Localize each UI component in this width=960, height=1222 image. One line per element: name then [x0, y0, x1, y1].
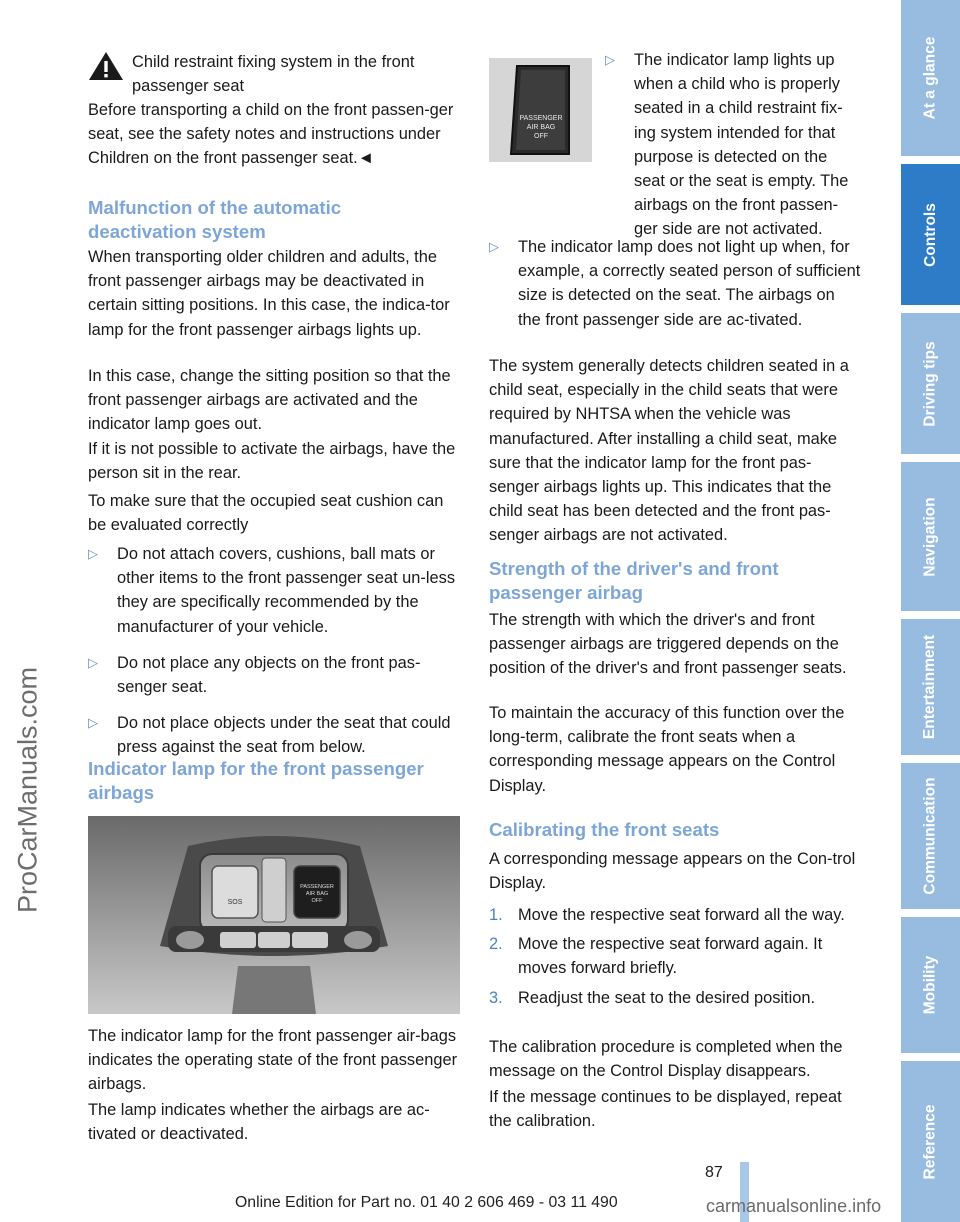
- tab-driving-tips[interactable]: Driving tips: [901, 313, 960, 454]
- page-number: 87: [705, 1164, 723, 1181]
- indicator-paragraph-1: The indicator lamp for the front passenger air-bags indicates the operating state of the front passenger airbags.: [88, 1027, 458, 1094]
- step-number: 2.: [489, 935, 503, 954]
- malfunction-paragraph-4: To make sure that the occupied seat cushion can be evaluated correctly: [88, 492, 444, 535]
- warning-note: [88, 50, 462, 98]
- detection-paragraph: The system generally detects children seated in a child seat, especially in the child seats that were required by NHTSA when the vehicle was manufactured. After installing a child seat, make sure that the indicator lamp for the front pas-senger airbags lights up. This indicates that the child seat has been detected and the front pas-senger airbags are not activated.: [489, 357, 849, 545]
- lamp-label-line-3: OFF: [534, 133, 548, 140]
- bullet-triangle-icon: ▷: [88, 654, 98, 670]
- list-item: 1. Move the respective seat forward all the way.: [489, 903, 861, 927]
- bullet-triangle-icon: ▷: [88, 715, 98, 731]
- heading-calibrating: Calibrating the front seats: [489, 819, 720, 840]
- tab-reference[interactable]: Reference: [901, 1061, 960, 1222]
- warning-text: Child restraint fixing system in the front passenger seat: [132, 53, 415, 96]
- strength-paragraph-2: To maintain the accuracy of this function over the long-term, calibrate the front seats when a corresponding message appears on the Control Display.: [489, 704, 845, 795]
- tab-mobility[interactable]: Mobility: [901, 917, 960, 1053]
- calibration-complete-paragraph: The calibration procedure is completed when the message on the Control Display disappears.: [489, 1038, 843, 1081]
- calibration-repeat-paragraph: If the message continues to be displayed, repeat the calibration.: [489, 1088, 842, 1131]
- list-item: ▷ The indicator lamp does not light up when, for example, a correctly seated person of sufficient size is detected on the seat. The airbags on the front passenger side are ac-tivated.: [489, 235, 861, 332]
- passenger-airbag-off-lamp-image: [489, 58, 592, 162]
- bullet-triangle-icon: ▷: [605, 52, 615, 67]
- bottom-watermark: carmanualsonline.info: [706, 1196, 882, 1216]
- lamp-label-line-2: AIR BAG: [526, 124, 556, 131]
- malfunction-paragraph-3: If it is not possible to activate the airbags, have the person sit in the rear.: [88, 440, 456, 483]
- bullet-triangle-icon: ▷: [489, 239, 499, 254]
- malfunction-paragraph-2: In this case, change the sitting position so that the front passenger airbags are activated and the indicator lamp goes out.: [88, 367, 451, 434]
- sos-label: SOS: [227, 899, 243, 906]
- malfunction-paragraph-1: When transporting older children and adults, the front passenger airbags may be deactivated in certain sitting positions. In this case, the indica-tor lamp for the front passenger airbags lights up.: [88, 248, 450, 339]
- lamp-label-line-1: PASSENGER: [519, 115, 563, 122]
- indicator-paragraph-2: The lamp indicates whether the airbags are ac-tivated or deactivated.: [88, 1101, 430, 1144]
- console-lamp-line-1: PASSENGER: [300, 884, 334, 890]
- tab-communication[interactable]: Communication: [901, 763, 960, 909]
- bullet-triangle-icon: ▷: [88, 546, 98, 561]
- step-number: 3.: [489, 988, 503, 1007]
- heading-malfunction: Malfunction of the automatic deactivation system: [88, 197, 342, 242]
- seat-cushion-list: [88, 542, 462, 760]
- list-item: ▷ Do not place objects under the seat that could press against the seat from below.: [88, 711, 462, 759]
- tab-at-a-glance[interactable]: At a glance: [901, 0, 960, 156]
- side-watermark: [0, 0, 56, 1222]
- list-item: ▷ Do not attach covers, cushions, ball mats or other items to the front passenger seat un-less they are specifically recommended by the manufacturer of your vehicle.: [88, 542, 462, 639]
- tab-controls[interactable]: Controls: [901, 164, 960, 305]
- chapter-tabs: [901, 0, 960, 1222]
- step-number: 1.: [489, 906, 503, 924]
- list-item: 3. Readjust the seat to the desired position.: [489, 986, 861, 1010]
- side-watermark-text: ProCarManuals.com: [12, 666, 43, 914]
- heading-indicator-lamp: Indicator lamp for the front passenger airbags: [88, 758, 424, 803]
- overhead-console-image: [88, 816, 460, 1014]
- list-item: ▷ Do not place any objects on the front pas-senger seat.: [88, 651, 462, 699]
- intro-paragraph: Before transporting a child on the front passen-ger seat, see the safety notes and instructions under Children on the front passenger seat.◄: [88, 101, 454, 168]
- calibrating-paragraph: A corresponding message appears on the Con-trol Display.: [489, 850, 856, 893]
- list-item: 2. Move the respective seat forward again. It moves forward briefly.: [489, 932, 861, 980]
- calibration-steps: [489, 903, 861, 1010]
- warning-triangle-icon: [88, 50, 124, 82]
- tab-entertainment[interactable]: Entertainment: [901, 619, 960, 755]
- lamp-on-list: [605, 48, 860, 242]
- heading-airbag-strength: Strength of the driver's and front passenger airbag: [489, 558, 779, 603]
- edition-footer: Online Edition for Part no. 01 40 2 606 469 - 03 11 490: [235, 1194, 618, 1211]
- lamp-off-list: [489, 235, 861, 332]
- console-lamp-line-3: OFF: [311, 898, 323, 904]
- strength-paragraph-1: The strength with which the driver's and front passenger airbags are triggered depends on the position of the driver's and front passenger seats.: [489, 611, 847, 678]
- list-item: ▷ The indicator lamp lights up when a child who is properly seated in a child restraint fix-ing system intended for that purpose is detected on the seat or the seat is empty. The airbags on the front passen-ger side are not activated.: [605, 48, 860, 242]
- tab-navigation[interactable]: Navigation: [901, 462, 960, 611]
- console-lamp-line-2: AIR BAG: [305, 891, 329, 897]
